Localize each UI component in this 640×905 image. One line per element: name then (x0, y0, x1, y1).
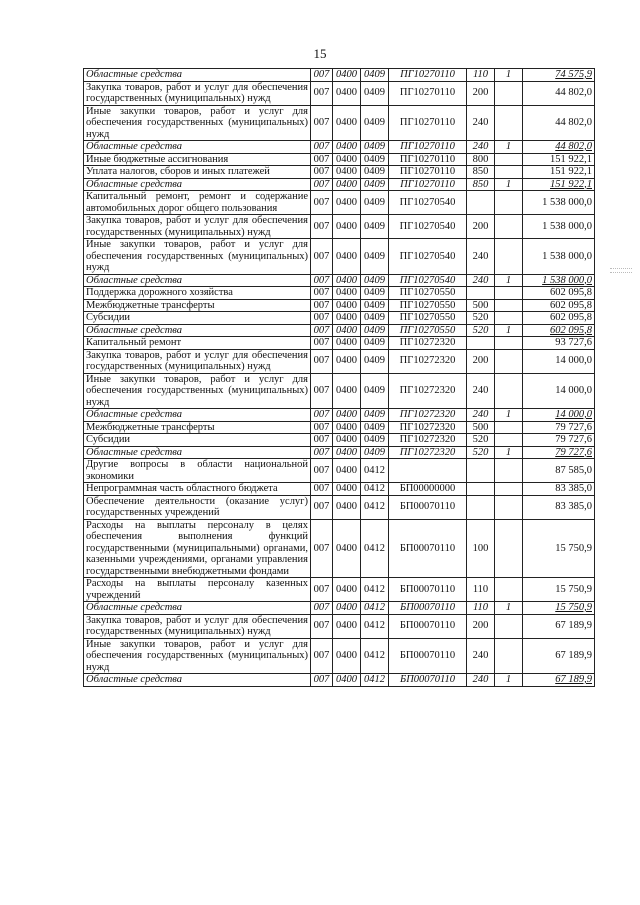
amount-cell: 151 922,1 (523, 178, 595, 191)
subsection-cell: 0409 (361, 166, 389, 179)
row-name-cell: Иные бюджетные ассигнования (84, 153, 311, 166)
row-name-cell: Иные закупки товаров, работ и услуг для обеспечения государственных (муниципальных) нужд (84, 239, 311, 275)
fund-source-cell (495, 153, 523, 166)
table-row (84, 409, 595, 422)
fund-source-cell (495, 312, 523, 325)
target-code-cell: ПГ10272320 (389, 434, 467, 447)
subsection-cell: 0409 (361, 434, 389, 447)
target-code-cell: ПГ10270540 (389, 215, 467, 239)
table-row (84, 239, 595, 275)
fund-source-cell (495, 421, 523, 434)
section-cell: 0400 (333, 674, 361, 687)
expense-type-cell: 100 (467, 519, 495, 578)
table-row (84, 299, 595, 312)
section-cell: 0400 (333, 166, 361, 179)
subsection-cell: 0409 (361, 239, 389, 275)
fund-source-cell (495, 191, 523, 215)
row-name-cell: Закупка товаров, работ и услуг для обеспечения государственных (муниципальных) нужд (84, 614, 311, 638)
table-row (84, 459, 595, 483)
subsection-cell: 0409 (361, 373, 389, 409)
amount-cell: 151 922,1 (523, 153, 595, 166)
section-cell: 0400 (333, 602, 361, 615)
section-cell: 0400 (333, 434, 361, 447)
expense-type-cell (467, 495, 495, 519)
ministry-code-cell: 007 (311, 299, 333, 312)
expense-type-cell: 520 (467, 324, 495, 337)
fund-source-cell (495, 459, 523, 483)
expense-type-cell: 110 (467, 69, 495, 82)
target-code-cell: ПГ10272320 (389, 409, 467, 422)
row-name-cell: Капитальный ремонт, ремонт и содержание автомобильных дорог общего пользования (84, 191, 311, 215)
section-cell: 0400 (333, 578, 361, 602)
table-row (84, 638, 595, 674)
amount-cell: 1 538 000,0 (523, 191, 595, 215)
amount-cell: 79 727,6 (523, 421, 595, 434)
amount-cell: 151 922,1 (523, 166, 595, 179)
table-row (84, 191, 595, 215)
ministry-code-cell: 007 (311, 191, 333, 215)
subsection-cell: 0409 (361, 324, 389, 337)
target-code-cell: ПГ10270550 (389, 299, 467, 312)
target-code-cell: ПГ10270540 (389, 239, 467, 275)
subsection-cell: 0409 (361, 349, 389, 373)
ministry-code-cell: 007 (311, 373, 333, 409)
subsection-cell: 0412 (361, 614, 389, 638)
subsection-cell: 0409 (361, 69, 389, 82)
fund-source-cell (495, 638, 523, 674)
expense-type-cell: 240 (467, 105, 495, 141)
amount-cell: 1 538 000,0 (523, 274, 595, 287)
section-cell: 0400 (333, 105, 361, 141)
fund-source-cell (495, 287, 523, 300)
section-cell: 0400 (333, 614, 361, 638)
table-row (84, 421, 595, 434)
amount-cell: 87 585,0 (523, 459, 595, 483)
subsection-cell: 0409 (361, 299, 389, 312)
expense-type-cell: 500 (467, 421, 495, 434)
fund-source-cell (495, 578, 523, 602)
expense-type-cell: 200 (467, 81, 495, 105)
section-cell: 0400 (333, 153, 361, 166)
fund-source-cell (495, 215, 523, 239)
expense-type-cell: 520 (467, 446, 495, 459)
table-row (84, 274, 595, 287)
ministry-code-cell: 007 (311, 614, 333, 638)
fund-source-cell: 1 (495, 446, 523, 459)
ministry-code-cell: 007 (311, 141, 333, 154)
section-cell: 0400 (333, 299, 361, 312)
row-name-cell: Расходы на выплаты персоналу в целях обеспечения выполнения функций государственными (муниципальными) органами, казенными учреждениями, органами управления государственными внебюджетными фондами (84, 519, 311, 578)
target-code-cell: БП00070110 (389, 602, 467, 615)
target-code-cell: ПГ10270540 (389, 191, 467, 215)
table-row (84, 81, 595, 105)
ministry-code-cell: 007 (311, 446, 333, 459)
target-code-cell: ПГ10270110 (389, 105, 467, 141)
expense-type-cell: 240 (467, 141, 495, 154)
amount-cell: 14 000,0 (523, 409, 595, 422)
target-code-cell: ПГ10270110 (389, 69, 467, 82)
subsection-cell: 0412 (361, 519, 389, 578)
fund-source-cell: 1 (495, 141, 523, 154)
target-code-cell: БП00070110 (389, 674, 467, 687)
subsection-cell: 0412 (361, 638, 389, 674)
target-code-cell: ПГ10272320 (389, 373, 467, 409)
page-number: 15 (313, 46, 327, 61)
ministry-code-cell: 007 (311, 178, 333, 191)
ministry-code-cell: 007 (311, 519, 333, 578)
expense-type-cell: 240 (467, 674, 495, 687)
ministry-code-cell: 007 (311, 287, 333, 300)
expense-type-cell: 200 (467, 349, 495, 373)
row-name-cell: Областные средства (84, 274, 311, 287)
row-name-cell: Областные средства (84, 602, 311, 615)
table-row (84, 105, 595, 141)
section-cell: 0400 (333, 239, 361, 275)
fund-source-cell: 1 (495, 69, 523, 82)
expense-type-cell (467, 191, 495, 215)
row-name-cell: Иные закупки товаров, работ и услуг для обеспечения государственных (муниципальных) нужд (84, 638, 311, 674)
amount-cell: 1 538 000,0 (523, 239, 595, 275)
expense-type-cell: 850 (467, 178, 495, 191)
target-code-cell: ПГ10270550 (389, 287, 467, 300)
amount-cell: 15 750,9 (523, 578, 595, 602)
table-row (84, 324, 595, 337)
amount-cell: 67 189,9 (523, 638, 595, 674)
table-row (84, 178, 595, 191)
fund-source-cell (495, 519, 523, 578)
target-code-cell: БП00070110 (389, 495, 467, 519)
ministry-code-cell: 007 (311, 674, 333, 687)
fund-source-cell: 1 (495, 274, 523, 287)
table-row (84, 483, 595, 496)
subsection-cell: 0409 (361, 409, 389, 422)
table-row (84, 69, 595, 82)
expense-type-cell: 240 (467, 638, 495, 674)
row-name-cell: Расходы на выплаты персоналу казенных учреждений (84, 578, 311, 602)
table-row (84, 446, 595, 459)
fund-source-cell: 1 (495, 409, 523, 422)
row-name-cell: Закупка товаров, работ и услуг для обеспечения государственных (муниципальных) нужд (84, 349, 311, 373)
table-row (84, 674, 595, 687)
row-name-cell: Областные средства (84, 178, 311, 191)
ministry-code-cell: 007 (311, 483, 333, 496)
target-code-cell: ПГ10272320 (389, 446, 467, 459)
subsection-cell: 0409 (361, 446, 389, 459)
fund-source-cell (495, 337, 523, 350)
ministry-code-cell: 007 (311, 166, 333, 179)
subsection-cell: 0412 (361, 495, 389, 519)
subsection-cell: 0409 (361, 312, 389, 325)
row-name-cell: Иные закупки товаров, работ и услуг для обеспечения государственных (муниципальных) нужд (84, 373, 311, 409)
section-cell: 0400 (333, 191, 361, 215)
expense-type-cell: 200 (467, 614, 495, 638)
table-row (84, 614, 595, 638)
row-name-cell: Другие вопросы в области национальной экономики (84, 459, 311, 483)
target-code-cell: БП00000000 (389, 483, 467, 496)
expense-type-cell: 520 (467, 434, 495, 447)
table-row (84, 578, 595, 602)
subsection-cell: 0409 (361, 105, 389, 141)
ministry-code-cell: 007 (311, 312, 333, 325)
amount-cell: 15 750,9 (523, 602, 595, 615)
expense-type-cell: 850 (467, 166, 495, 179)
subsection-cell: 0412 (361, 674, 389, 687)
table-row (84, 434, 595, 447)
ministry-code-cell: 007 (311, 349, 333, 373)
target-code-cell: БП00070110 (389, 638, 467, 674)
row-name-cell: Обеспечение деятельности (оказание услуг) государственных учреждений (84, 495, 311, 519)
target-code-cell: ПГ10272320 (389, 421, 467, 434)
expense-type-cell: 500 (467, 299, 495, 312)
amount-cell: 602 095,8 (523, 299, 595, 312)
section-cell: 0400 (333, 446, 361, 459)
amount-cell: 44 802,0 (523, 81, 595, 105)
expense-type-cell (467, 287, 495, 300)
subsection-cell: 0409 (361, 421, 389, 434)
table-row (84, 519, 595, 578)
expense-type-cell: 240 (467, 373, 495, 409)
subsection-cell: 0412 (361, 602, 389, 615)
target-code-cell: ПГ10272320 (389, 349, 467, 373)
target-code-cell: ПГ10270110 (389, 153, 467, 166)
section-cell: 0400 (333, 483, 361, 496)
section-cell: 0400 (333, 409, 361, 422)
expense-type-cell: 240 (467, 274, 495, 287)
fund-source-cell: 1 (495, 178, 523, 191)
row-name-cell: Областные средства (84, 324, 311, 337)
target-code-cell: ПГ10272320 (389, 337, 467, 350)
expense-type-cell (467, 483, 495, 496)
subsection-cell: 0412 (361, 578, 389, 602)
fund-source-cell (495, 105, 523, 141)
table-row (84, 287, 595, 300)
fund-source-cell: 1 (495, 674, 523, 687)
ministry-code-cell: 007 (311, 81, 333, 105)
subsection-cell: 0409 (361, 81, 389, 105)
amount-cell: 14 000,0 (523, 349, 595, 373)
fund-source-cell (495, 614, 523, 638)
expense-type-cell: 110 (467, 578, 495, 602)
section-cell: 0400 (333, 349, 361, 373)
section-cell: 0400 (333, 519, 361, 578)
subsection-cell: 0412 (361, 483, 389, 496)
subsection-cell: 0409 (361, 337, 389, 350)
subsection-cell: 0409 (361, 153, 389, 166)
target-code-cell: БП00070110 (389, 614, 467, 638)
ministry-code-cell: 007 (311, 324, 333, 337)
table-row (84, 215, 595, 239)
margin-mark (610, 272, 632, 273)
amount-cell: 67 189,9 (523, 614, 595, 638)
row-name-cell: Поддержка дорожного хозяйства (84, 287, 311, 300)
row-name-cell: Непрограммная часть областного бюджета (84, 483, 311, 496)
fund-source-cell (495, 239, 523, 275)
section-cell: 0400 (333, 324, 361, 337)
section-cell: 0400 (333, 421, 361, 434)
table-row (84, 153, 595, 166)
section-cell: 0400 (333, 141, 361, 154)
row-name-cell: Капитальный ремонт (84, 337, 311, 350)
subsection-cell: 0409 (361, 274, 389, 287)
ministry-code-cell: 007 (311, 69, 333, 82)
fund-source-cell (495, 373, 523, 409)
row-name-cell: Уплата налогов, сборов и иных платежей (84, 166, 311, 179)
section-cell: 0400 (333, 337, 361, 350)
ministry-code-cell: 007 (311, 337, 333, 350)
table-row (84, 337, 595, 350)
expense-type-cell: 240 (467, 239, 495, 275)
expense-type-cell (467, 459, 495, 483)
section-cell: 0400 (333, 312, 361, 325)
amount-cell: 83 385,0 (523, 495, 595, 519)
ministry-code-cell: 007 (311, 495, 333, 519)
target-code-cell: БП00070110 (389, 519, 467, 578)
row-name-cell: Закупка товаров, работ и услуг для обеспечения государственных (муниципальных) нужд (84, 81, 311, 105)
target-code-cell: ПГ10270540 (389, 274, 467, 287)
expense-type-cell: 110 (467, 602, 495, 615)
amount-cell: 83 385,0 (523, 483, 595, 496)
fund-source-cell (495, 483, 523, 496)
subsection-cell: 0409 (361, 287, 389, 300)
section-cell: 0400 (333, 274, 361, 287)
table-row (84, 602, 595, 615)
fund-source-cell (495, 166, 523, 179)
fund-source-cell (495, 495, 523, 519)
target-code-cell: ПГ10270110 (389, 178, 467, 191)
amount-cell: 602 095,8 (523, 312, 595, 325)
ministry-code-cell: 007 (311, 602, 333, 615)
expense-type-cell: 240 (467, 409, 495, 422)
section-cell: 0400 (333, 459, 361, 483)
row-name-cell: Субсидии (84, 312, 311, 325)
ministry-code-cell: 007 (311, 239, 333, 275)
table-row (84, 312, 595, 325)
ministry-code-cell: 007 (311, 153, 333, 166)
table-row (84, 141, 595, 154)
amount-cell: 44 802,0 (523, 141, 595, 154)
expense-type-cell: 520 (467, 312, 495, 325)
ministry-code-cell: 007 (311, 409, 333, 422)
ministry-code-cell: 007 (311, 459, 333, 483)
expense-type-cell: 200 (467, 215, 495, 239)
expense-type-cell (467, 337, 495, 350)
row-name-cell: Областные средства (84, 674, 311, 687)
amount-cell: 14 000,0 (523, 373, 595, 409)
subsection-cell: 0409 (361, 191, 389, 215)
target-code-cell: БП00070110 (389, 578, 467, 602)
section-cell: 0400 (333, 178, 361, 191)
row-name-cell: Закупка товаров, работ и услуг для обеспечения государственных (муниципальных) нужд (84, 215, 311, 239)
row-name-cell: Межбюджетные трансферты (84, 421, 311, 434)
fund-source-cell (495, 434, 523, 447)
row-name-cell: Областные средства (84, 446, 311, 459)
table-row (84, 373, 595, 409)
table-row (84, 166, 595, 179)
ministry-code-cell: 007 (311, 638, 333, 674)
subsection-cell: 0409 (361, 141, 389, 154)
fund-source-cell: 1 (495, 602, 523, 615)
amount-cell: 602 095,8 (523, 324, 595, 337)
ministry-code-cell: 007 (311, 215, 333, 239)
section-cell: 0400 (333, 287, 361, 300)
amount-cell: 79 727,6 (523, 434, 595, 447)
subsection-cell: 0409 (361, 178, 389, 191)
fund-source-cell (495, 349, 523, 373)
ministry-code-cell: 007 (311, 421, 333, 434)
row-name-cell: Субсидии (84, 434, 311, 447)
table-row (84, 349, 595, 373)
subsection-cell: 0409 (361, 215, 389, 239)
amount-cell: 602 095,8 (523, 287, 595, 300)
target-code-cell: ПГ10270110 (389, 141, 467, 154)
row-name-cell: Межбюджетные трансферты (84, 299, 311, 312)
ministry-code-cell: 007 (311, 578, 333, 602)
budget-table (83, 68, 595, 687)
ministry-code-cell: 007 (311, 434, 333, 447)
section-cell: 0400 (333, 373, 361, 409)
target-code-cell: ПГ10270550 (389, 324, 467, 337)
ministry-code-cell: 007 (311, 105, 333, 141)
section-cell: 0400 (333, 495, 361, 519)
row-name-cell: Иные закупки товаров, работ и услуг для обеспечения государственных (муниципальных) нужд (84, 105, 311, 141)
amount-cell: 1 538 000,0 (523, 215, 595, 239)
row-name-cell: Областные средства (84, 141, 311, 154)
subsection-cell: 0412 (361, 459, 389, 483)
amount-cell: 67 189,9 (523, 674, 595, 687)
amount-cell: 79 727,6 (523, 446, 595, 459)
fund-source-cell (495, 81, 523, 105)
target-code-cell: ПГ10270110 (389, 166, 467, 179)
section-cell: 0400 (333, 638, 361, 674)
margin-mark (610, 268, 632, 269)
table-row (84, 495, 595, 519)
expense-type-cell: 800 (467, 153, 495, 166)
target-code-cell (389, 459, 467, 483)
fund-source-cell (495, 299, 523, 312)
amount-cell: 93 727,6 (523, 337, 595, 350)
row-name-cell: Областные средства (84, 409, 311, 422)
amount-cell: 74 575,9 (523, 69, 595, 82)
section-cell: 0400 (333, 215, 361, 239)
target-code-cell: ПГ10270110 (389, 81, 467, 105)
section-cell: 0400 (333, 81, 361, 105)
row-name-cell: Областные средства (84, 69, 311, 82)
fund-source-cell: 1 (495, 324, 523, 337)
amount-cell: 44 802,0 (523, 105, 595, 141)
amount-cell: 15 750,9 (523, 519, 595, 578)
section-cell: 0400 (333, 69, 361, 82)
ministry-code-cell: 007 (311, 274, 333, 287)
target-code-cell: ПГ10270550 (389, 312, 467, 325)
